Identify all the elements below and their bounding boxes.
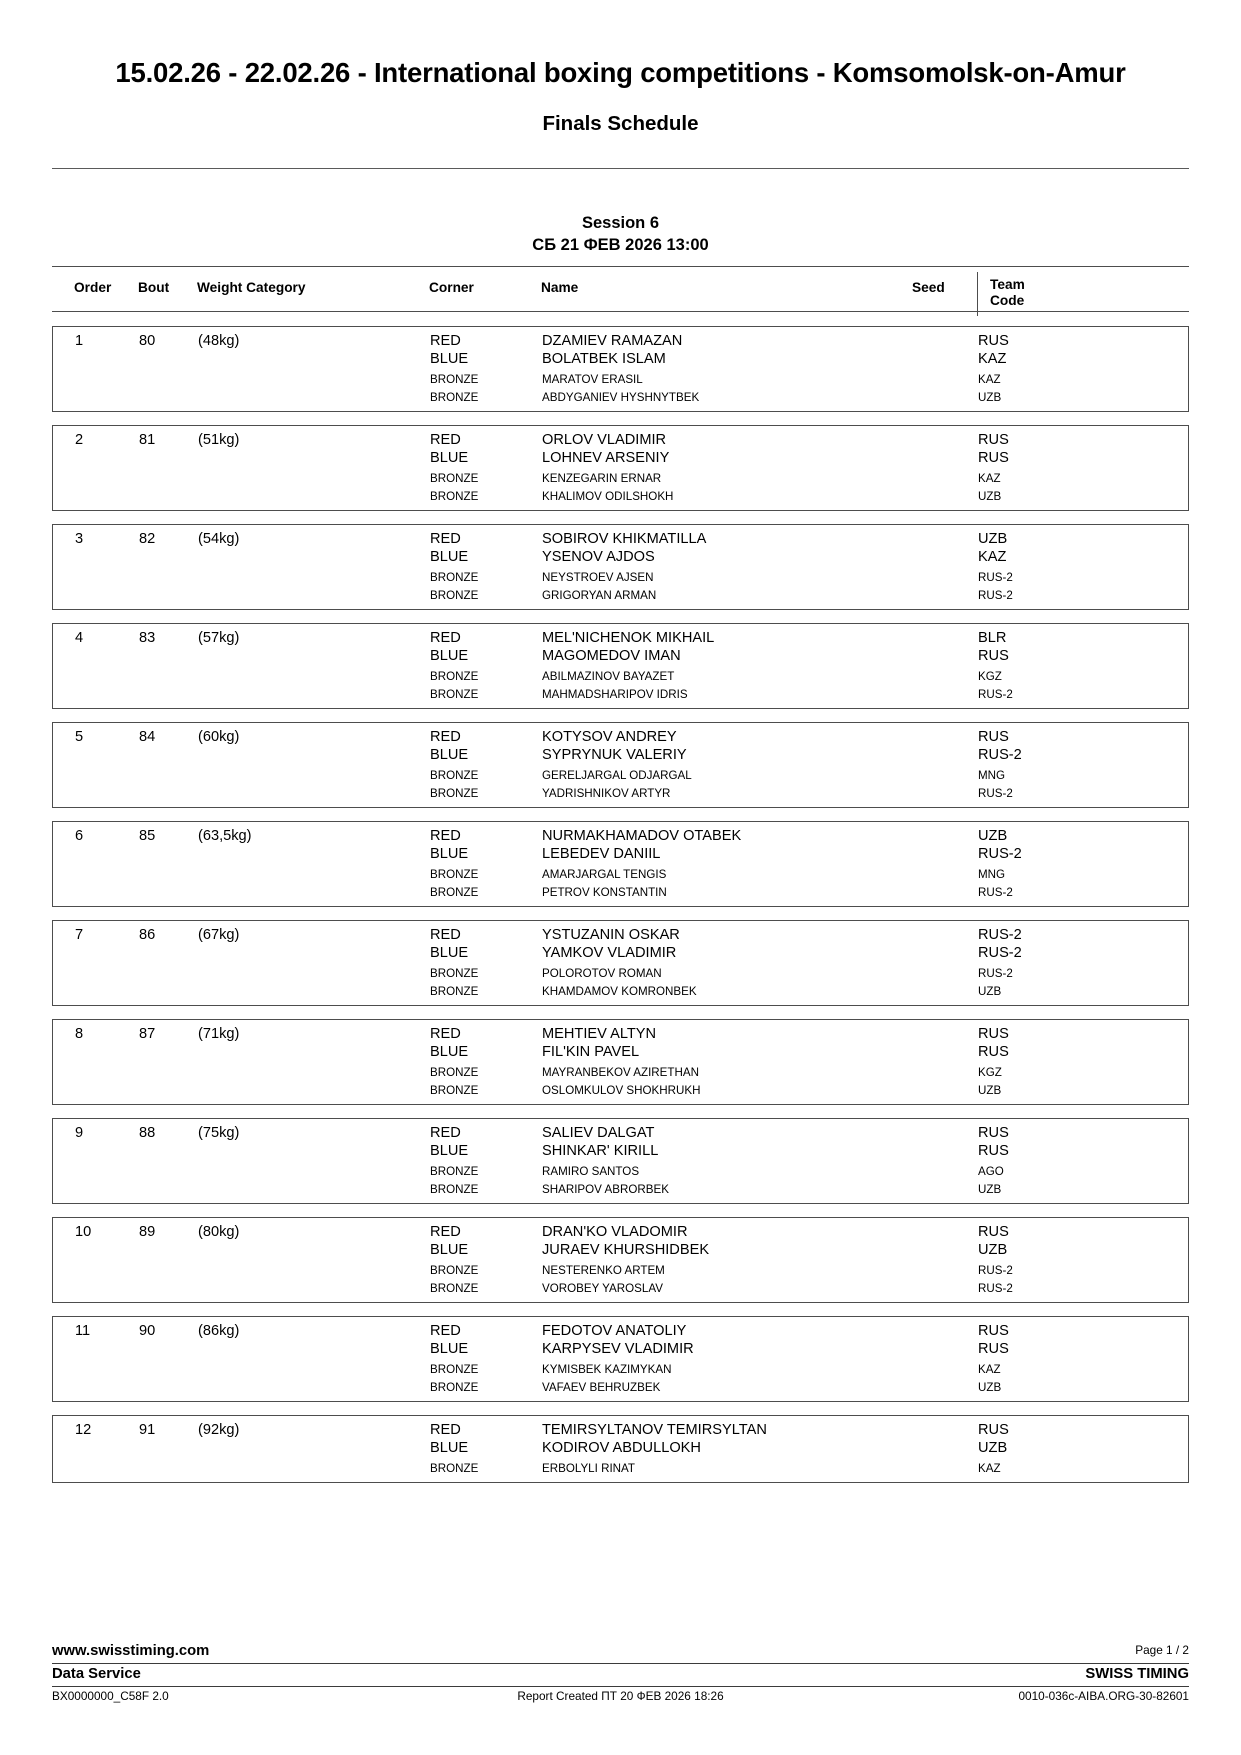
boxer-team-code: KAZ	[978, 372, 1001, 386]
boxer-team-code: KAZ	[978, 1362, 1001, 1376]
boxer-name: GERELJARGAL ODJARGAL	[542, 768, 692, 782]
boxer-team-code: RUS	[978, 431, 1009, 448]
boxer-name: YAMKOV VLADIMIR	[542, 944, 677, 961]
session-name: Session 6	[581, 214, 660, 233]
boxer-name: VAFAEV BEHRUZBEK	[542, 1380, 661, 1394]
boxer-team-code: UZB	[978, 390, 1002, 404]
boxer-team-code: BLR	[978, 629, 1007, 646]
boxer-team-code: RUS-2	[978, 944, 1022, 961]
boxer-team-code: RUS	[978, 1025, 1009, 1042]
bout-corner: BRONZE	[430, 786, 479, 800]
footer-data-service: Data Service	[52, 1666, 141, 1682]
bout-row	[52, 1217, 1189, 1303]
boxer-name: KYMISBEK KAZIMYKAN	[542, 1362, 672, 1376]
bout-weight-category: (86kg)	[198, 1322, 240, 1339]
boxer-team-code: UZB	[978, 489, 1002, 503]
boxer-name: FEDOTOV ANATOLIY	[542, 1322, 687, 1339]
boxer-team-code: MNG	[978, 768, 1006, 782]
boxer-team-code: UZB	[978, 1380, 1002, 1394]
bout-number: 80	[139, 332, 156, 349]
boxer-team-code: KAZ	[978, 350, 1007, 367]
bout-corner: BLUE	[430, 746, 469, 763]
boxer-name: VOROBEY YAROSLAV	[542, 1281, 663, 1295]
boxer-team-code: UZB	[978, 1182, 1002, 1196]
bout-corner: BRONZE	[430, 570, 479, 584]
column-header-corner: Corner	[429, 279, 474, 295]
boxer-team-code: KGZ	[978, 1065, 1002, 1079]
boxer-name: RAMIRO SANTOS	[542, 1164, 640, 1178]
boxer-name: SYPRYNUK VALERIY	[542, 746, 687, 763]
boxer-team-code: UZB	[978, 984, 1002, 998]
boxer-name: SHINKAR' KIRILL	[542, 1142, 659, 1159]
boxer-team-code: AGO	[978, 1164, 1004, 1178]
bout-row	[52, 425, 1189, 511]
boxer-team-code: RUS	[978, 647, 1009, 664]
bout-weight-category: (71kg)	[198, 1025, 240, 1042]
bout-corner: RED	[430, 1322, 461, 1339]
bout-corner: BRONZE	[430, 1281, 479, 1295]
bout-corner: RED	[430, 431, 461, 448]
column-header-seed: Seed	[912, 279, 945, 295]
boxer-name: NESTERENKO ARTEM	[542, 1263, 665, 1277]
column-header-name: Name	[541, 279, 579, 295]
boxer-team-code: RUS-2	[978, 570, 1013, 584]
bout-number: 84	[139, 728, 156, 745]
boxer-name: ABILMAZINOV BAYAZET	[542, 669, 675, 683]
boxer-team-code: UZB	[978, 827, 1008, 844]
column-header-order: Order	[74, 279, 112, 295]
boxer-name: KOTYSOV ANDREY	[542, 728, 677, 745]
bout-corner: RED	[430, 728, 461, 745]
boxer-name: GRIGORYAN ARMAN	[542, 588, 657, 602]
bout-order: 9	[75, 1124, 84, 1141]
column-header-bout: Bout	[138, 279, 170, 295]
boxer-name: YADRISHNIKOV ARTYR	[542, 786, 671, 800]
bout-corner: BRONZE	[430, 1380, 479, 1394]
bout-corner: BRONZE	[430, 966, 479, 980]
boxer-name: TEMIRSYLTANOV TEMIRSYLTAN	[542, 1421, 767, 1438]
bout-weight-category: (60kg)	[198, 728, 240, 745]
boxer-team-code: RUS-2	[978, 885, 1013, 899]
bout-row	[52, 524, 1189, 610]
bout-order: 2	[75, 431, 84, 448]
boxer-team-code: RUS	[978, 1142, 1009, 1159]
bout-corner: BLUE	[430, 944, 469, 961]
boxer-name: ABDYGANIEV HYSHNYTBEK	[542, 390, 700, 404]
boxer-name: AMARJARGAL TENGIS	[542, 867, 667, 881]
bout-corner: BLUE	[430, 1340, 469, 1357]
boxer-team-code: RUS	[978, 1421, 1009, 1438]
session-datetime: СБ 21 ФЕВ 2026 13:00	[532, 236, 709, 255]
boxer-name: MEHTIEV ALTYN	[542, 1025, 657, 1042]
boxer-name: MAHMADSHARIPOV IDRIS	[542, 687, 688, 701]
boxer-name: SALIEV DALGAT	[542, 1124, 655, 1141]
bout-order: 10	[75, 1223, 92, 1240]
bout-order: 3	[75, 530, 84, 547]
bout-corner: BLUE	[430, 350, 469, 367]
bout-weight-category: (48kg)	[198, 332, 240, 349]
boxer-team-code: MNG	[978, 867, 1006, 881]
bout-corner: RED	[430, 1025, 461, 1042]
bout-corner: BLUE	[430, 845, 469, 862]
bout-corner: BLUE	[430, 1241, 469, 1258]
bout-corner: BRONZE	[430, 1065, 479, 1079]
boxer-team-code: RUS	[978, 1124, 1009, 1141]
bout-weight-category: (75kg)	[198, 1124, 240, 1141]
boxer-team-code: RUS-2	[978, 588, 1013, 602]
bout-corner: BRONZE	[430, 372, 479, 386]
page-title: 15.02.26 - 22.02.26 - International boxing competitions - Komsomolsk-on-Amur	[115, 57, 1126, 88]
boxer-name: ORLOV VLADIMIR	[542, 431, 667, 448]
boxer-name: DRAN'KO VLADOMIR	[542, 1223, 688, 1240]
bout-corner: BRONZE	[430, 867, 479, 881]
bout-order: 7	[75, 926, 84, 943]
bout-corner: RED	[430, 1124, 461, 1141]
footer-website[interactable]: www.swisstiming.com	[52, 1643, 210, 1659]
boxer-name: BOLATBEK ISLAM	[542, 350, 666, 367]
bout-corner: RED	[430, 530, 461, 547]
bout-corner: BRONZE	[430, 669, 479, 683]
bout-row	[52, 821, 1189, 907]
bout-corner: BRONZE	[430, 471, 479, 485]
bout-order: 12	[75, 1421, 92, 1438]
bout-number: 87	[139, 1025, 156, 1042]
boxer-team-code: RUS-2	[978, 786, 1013, 800]
boxer-team-code: KAZ	[978, 471, 1001, 485]
boxer-team-code: RUS-2	[978, 1281, 1013, 1295]
boxer-name: YSTUZANIN OSKAR	[542, 926, 680, 943]
boxer-team-code: RUS	[978, 1340, 1009, 1357]
boxer-team-code: UZB	[978, 1241, 1008, 1258]
bout-weight-category: (67kg)	[198, 926, 240, 943]
bout-corner: BLUE	[430, 1142, 469, 1159]
footer-report-created: Report Created ПТ 20 ФЕВ 2026 18:26	[517, 1689, 724, 1703]
boxer-team-code: RUS-2	[978, 1263, 1013, 1277]
bout-corner: BRONZE	[430, 1083, 479, 1097]
boxer-team-code: RUS	[978, 1322, 1009, 1339]
bout-corner: BLUE	[430, 647, 469, 664]
bout-number: 81	[139, 431, 156, 448]
bout-order: 1	[75, 332, 84, 349]
bouts-list	[52, 326, 1189, 1483]
bout-corner: BRONZE	[430, 984, 479, 998]
boxer-team-code: RUS	[978, 1223, 1009, 1240]
footer-report-code: BX0000000_C58F 2.0	[52, 1689, 169, 1703]
bout-row	[52, 1316, 1189, 1402]
boxer-team-code: RUS-2	[978, 687, 1013, 701]
bout-number: 88	[139, 1124, 156, 1141]
boxer-team-code: RUS-2	[978, 746, 1022, 763]
column-header-team-code	[977, 272, 1025, 316]
bout-corner: BLUE	[430, 1439, 469, 1456]
boxer-name: KENZEGARIN ERNAR	[542, 471, 662, 485]
bout-corner: BRONZE	[430, 885, 479, 899]
bout-weight-category: (63,5kg)	[198, 827, 252, 844]
boxer-team-code: RUS	[978, 449, 1009, 466]
bout-number: 89	[139, 1223, 156, 1240]
boxer-team-code: RUS	[978, 332, 1009, 349]
boxer-name: KARPYSEV VLADIMIR	[542, 1340, 694, 1357]
boxer-name: LEBEDEV DANIIL	[542, 845, 661, 862]
boxer-team-code: UZB	[978, 530, 1008, 547]
boxer-name: MARATOV ERASIL	[542, 372, 643, 386]
bout-order: 11	[75, 1322, 91, 1339]
bout-order: 4	[75, 629, 84, 646]
bout-corner: BLUE	[430, 449, 469, 466]
bout-row	[52, 1019, 1189, 1105]
bout-corner: RED	[430, 827, 461, 844]
bout-number: 90	[139, 1322, 156, 1339]
boxer-name: KODIROV ABDULLOKH	[542, 1439, 701, 1456]
bout-corner: RED	[430, 629, 461, 646]
boxer-team-code: RUS-2	[978, 926, 1022, 943]
bout-row	[52, 1415, 1189, 1483]
boxer-team-code: RUS-2	[978, 966, 1013, 980]
bout-corner: BLUE	[430, 548, 469, 565]
bout-corner: BLUE	[430, 1043, 469, 1060]
bout-weight-category: (92kg)	[198, 1421, 240, 1438]
boxer-name: FIL'KIN PAVEL	[542, 1043, 640, 1060]
bout-number: 82	[139, 530, 156, 547]
bout-corner: BRONZE	[430, 687, 479, 701]
boxer-name: NURMAKHAMADOV OTABEK	[542, 827, 742, 844]
bout-row	[52, 722, 1189, 808]
bout-number: 86	[139, 926, 156, 943]
bout-order: 6	[75, 827, 84, 844]
column-header-team-line1: Team	[990, 276, 1025, 292]
session-heading	[52, 213, 1189, 257]
bout-weight-category: (57kg)	[198, 629, 240, 646]
footer-brand: SWISS TIMING	[1085, 1666, 1189, 1682]
bout-row	[52, 623, 1189, 709]
bout-order: 8	[75, 1025, 84, 1042]
bout-row	[52, 920, 1189, 1006]
bout-number: 85	[139, 827, 156, 844]
bout-corner: BRONZE	[430, 1182, 479, 1196]
bout-number: 83	[139, 629, 156, 646]
boxer-name: YSENOV AJDOS	[542, 548, 655, 565]
bout-corner: BRONZE	[430, 768, 479, 782]
boxer-name: LOHNEV ARSENIY	[542, 449, 670, 466]
page-subtitle: Finals Schedule	[542, 112, 699, 136]
boxer-name: DZAMIEV RAMAZAN	[542, 332, 683, 349]
page-footer	[52, 1642, 1189, 1707]
bout-corner: BRONZE	[430, 489, 479, 503]
boxer-name: ERBOLYLI RINAT	[542, 1461, 635, 1475]
boxer-team-code: KAZ	[978, 548, 1007, 565]
bout-corner: RED	[430, 1223, 461, 1240]
boxer-name: SOBIROV KHIKMATILLA	[542, 530, 707, 547]
boxer-name: NEYSTROEV AJSEN	[542, 570, 654, 584]
boxer-name: KHALIMOV ODILSHOKH	[542, 489, 674, 503]
column-header-team-line2: Code	[990, 293, 1025, 309]
header-divider	[52, 168, 1189, 169]
bout-weight-category: (54kg)	[198, 530, 240, 547]
bout-row	[52, 326, 1189, 412]
bout-number: 91	[139, 1421, 156, 1438]
boxer-name: SHARIPOV ABRORBEK	[542, 1182, 669, 1196]
bout-weight-category: (80kg)	[198, 1223, 240, 1240]
boxer-team-code: UZB	[978, 1083, 1002, 1097]
bout-corner: BRONZE	[430, 1164, 479, 1178]
boxer-name: KHAMDAMOV KOMRONBEK	[542, 984, 697, 998]
bout-corner: BRONZE	[430, 1362, 479, 1376]
boxer-team-code: RUS	[978, 728, 1009, 745]
boxer-team-code: RUS-2	[978, 845, 1022, 862]
bout-weight-category: (51kg)	[198, 431, 240, 448]
boxer-team-code: KAZ	[978, 1461, 1001, 1475]
bout-corner: BRONZE	[430, 588, 479, 602]
footer-doc-id: 0010-036c-AIBA.ORG-30-82601	[1018, 1689, 1189, 1703]
bout-corner: BRONZE	[430, 1461, 479, 1475]
boxer-name: MEL'NICHENOK MIKHAIL	[542, 629, 715, 646]
bout-corner: RED	[430, 332, 461, 349]
boxer-name: MAYRANBEKOV AZIRETHAN	[542, 1065, 699, 1079]
bout-corner: BRONZE	[430, 390, 479, 404]
bout-corner: BRONZE	[430, 1263, 479, 1277]
boxer-team-code: UZB	[978, 1439, 1008, 1456]
boxer-name: PETROV KONSTANTIN	[542, 885, 667, 899]
boxer-name: POLOROTOV ROMAN	[542, 966, 662, 980]
boxer-name: MAGOMEDOV IMAN	[542, 647, 681, 664]
bout-order: 5	[75, 728, 84, 745]
footer-page-number: Page 1 / 2	[1135, 1643, 1189, 1657]
bout-row	[52, 1118, 1189, 1204]
boxer-team-code: RUS	[978, 1043, 1009, 1060]
boxer-name: JURAEV KHURSHIDBEK	[542, 1241, 710, 1258]
boxer-team-code: KGZ	[978, 669, 1002, 683]
bout-corner: RED	[430, 926, 461, 943]
column-header-weight-category: Weight Category	[197, 279, 306, 295]
bout-corner: RED	[430, 1421, 461, 1438]
boxer-name: OSLOMKULOV SHOKHRUKH	[542, 1083, 701, 1097]
table-header-row	[52, 266, 1189, 312]
